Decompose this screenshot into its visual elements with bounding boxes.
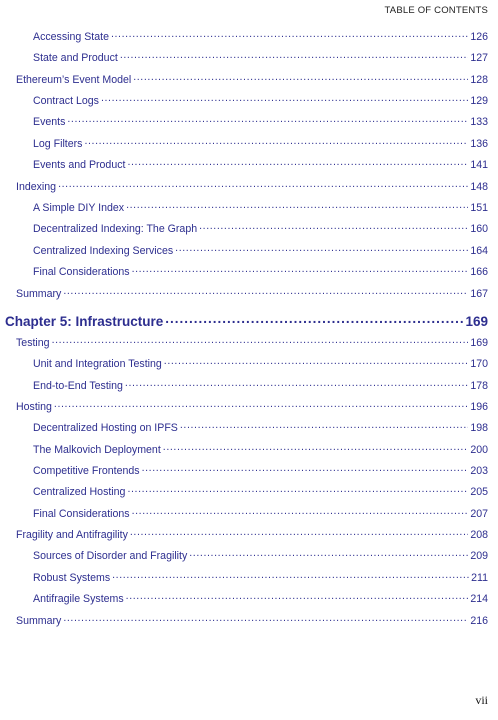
toc-page-number: 128 [470, 73, 488, 86]
toc-entry-accessing-state[interactable] [33, 29, 488, 43]
toc-page-number: 208 [470, 528, 488, 541]
toc-entry-title: Unit and Integration Testing [33, 357, 162, 370]
toc-page-number: 148 [470, 180, 488, 193]
toc-page-number: 127 [470, 51, 488, 64]
dot-leader [180, 420, 468, 431]
toc-entry-title: Testing [16, 336, 50, 349]
dot-leader [111, 29, 468, 40]
toc-entry-fragility-antifragility[interactable] [16, 527, 488, 541]
toc-entry-title: State and Product [33, 51, 118, 64]
toc-entry-title: Competitive Frontends [33, 464, 140, 477]
toc-entry-title: A Simple DIY Index [33, 201, 125, 214]
dot-leader [133, 72, 468, 83]
toc-entry-events-and-product[interactable] [33, 157, 488, 171]
dot-leader [142, 463, 469, 474]
toc-entry-contract-logs[interactable] [33, 93, 488, 107]
toc-page-number: 151 [470, 201, 488, 214]
toc-entry-antifragile-systems[interactable] [33, 591, 488, 605]
toc-page-number: 169 [470, 336, 488, 349]
toc-page-number: 141 [470, 158, 488, 171]
toc-entry-centralized-hosting[interactable] [33, 484, 488, 498]
toc-entry-title: Fragility and Antifragility [16, 528, 128, 541]
toc-entry-title: Hosting [16, 400, 52, 413]
toc-entry-title: Contract Logs [33, 94, 99, 107]
running-header: TABLE OF CONTENTS [384, 5, 488, 16]
dot-leader [58, 179, 468, 190]
dot-leader [199, 221, 468, 232]
dot-leader [63, 286, 468, 297]
toc-entry-title: Accessing State [33, 30, 109, 43]
toc-entry-competitive-frontends[interactable] [33, 463, 488, 477]
dot-leader [112, 570, 469, 581]
dot-leader [54, 399, 468, 410]
dot-leader [165, 312, 463, 326]
toc-entry-title: Final Considerations [33, 507, 130, 520]
toc-entry-sources-of-disorder[interactable] [33, 548, 488, 562]
toc-entry-title: Final Considerations [33, 265, 130, 278]
toc-page-number: 178 [470, 379, 488, 392]
toc-entry-log-filters[interactable] [33, 136, 488, 150]
dot-leader [126, 200, 468, 211]
toc-entry-testing[interactable] [16, 335, 488, 349]
toc-entry-title: Decentralized Indexing: The Graph [33, 222, 198, 235]
dot-leader [125, 378, 468, 389]
toc-page-number: 211 [471, 571, 488, 584]
toc-entry-centralized-indexing-services[interactable] [33, 243, 488, 257]
toc-entry-hosting[interactable] [16, 399, 488, 413]
toc-page-number: 203 [470, 464, 488, 477]
toc-entry-end-to-end-testing[interactable] [33, 378, 488, 392]
toc-entry-title: Robust Systems [33, 571, 111, 584]
toc-entry-indexing[interactable] [16, 179, 488, 193]
dot-leader [126, 591, 469, 602]
toc-page-number: 164 [470, 244, 488, 257]
toc-entry-malkovich-deployment[interactable] [33, 442, 488, 456]
dot-leader [132, 264, 469, 275]
toc-chapter-title: Chapter 5: Infrastructure [5, 313, 164, 329]
toc-page-number: 209 [470, 549, 488, 562]
dot-leader [130, 527, 468, 538]
toc-page-number: 160 [470, 222, 488, 235]
toc-page-number: 129 [470, 94, 488, 107]
toc-entry-ethereum-event-model[interactable] [16, 72, 488, 86]
toc-entry-title: Log Filters [33, 137, 83, 150]
toc-entry-title: Centralized Hosting [33, 485, 126, 498]
dot-leader [84, 136, 468, 147]
page-folio: vii [475, 693, 488, 707]
toc-entry-final-considerations-2[interactable] [33, 506, 488, 520]
toc-entry-title: Antifragile Systems [33, 592, 124, 605]
toc-entry-decentralized-indexing[interactable] [33, 221, 488, 235]
toc-entry-title: End-to-End Testing [33, 379, 123, 392]
toc-entry-events[interactable] [33, 114, 488, 128]
toc-page-number: 196 [470, 400, 488, 413]
toc-page-number: 126 [470, 30, 488, 43]
toc-entry-summary-2[interactable] [16, 613, 488, 627]
toc-entry-title: Indexing [16, 180, 57, 193]
dot-leader [52, 335, 469, 346]
dot-leader [163, 442, 469, 453]
toc-entry-title: Ethereum’s Event Model [16, 73, 132, 86]
toc-page-number: 198 [470, 421, 488, 434]
dot-leader [127, 157, 468, 168]
toc-page-number: 136 [470, 137, 488, 150]
toc-entry-title: Events and Product [33, 158, 126, 171]
toc-entry-state-and-product[interactable] [33, 50, 488, 64]
toc-entry-summary[interactable] [16, 286, 488, 300]
toc-chapter-infrastructure[interactable] [5, 312, 488, 329]
dot-leader [63, 613, 468, 624]
toc-page-number: 167 [470, 287, 488, 300]
dot-leader [127, 484, 468, 495]
toc-page-number: 205 [470, 485, 488, 498]
toc-entry-title: Events [33, 115, 66, 128]
dot-leader [120, 50, 469, 61]
dot-leader [189, 548, 468, 559]
toc-entry-final-considerations[interactable] [33, 264, 488, 278]
toc-page-number: 200 [470, 443, 488, 456]
toc-entry-decentralized-hosting-ipfs[interactable] [33, 420, 488, 434]
toc-page-number: 214 [470, 592, 488, 605]
toc-page-number: 216 [470, 614, 488, 627]
toc-entry-title: Summary [16, 287, 62, 300]
toc-entry-title: The Malkovich Deployment [33, 443, 161, 456]
toc-entry-title: Decentralized Hosting on IPFS [33, 421, 178, 434]
dot-leader [101, 93, 468, 104]
dot-leader [175, 243, 468, 254]
toc-page-number: 207 [470, 507, 488, 520]
toc-page-number: 169 [465, 313, 488, 329]
toc-entry-title: Sources of Disorder and Fragility [33, 549, 188, 562]
toc-page-number: 170 [470, 357, 488, 370]
toc-entry-title: Centralized Indexing Services [33, 244, 174, 257]
dot-leader [164, 356, 469, 367]
dot-leader [132, 506, 469, 517]
toc-page-number: 166 [470, 265, 488, 278]
dot-leader [67, 114, 468, 125]
toc-page-number: 133 [470, 115, 488, 128]
toc-entry-robust-systems[interactable] [33, 570, 488, 584]
toc-entry-simple-diy-index[interactable] [33, 200, 488, 214]
toc-entry-title: Summary [16, 614, 62, 627]
toc-entry-unit-integration-testing[interactable] [33, 356, 488, 370]
